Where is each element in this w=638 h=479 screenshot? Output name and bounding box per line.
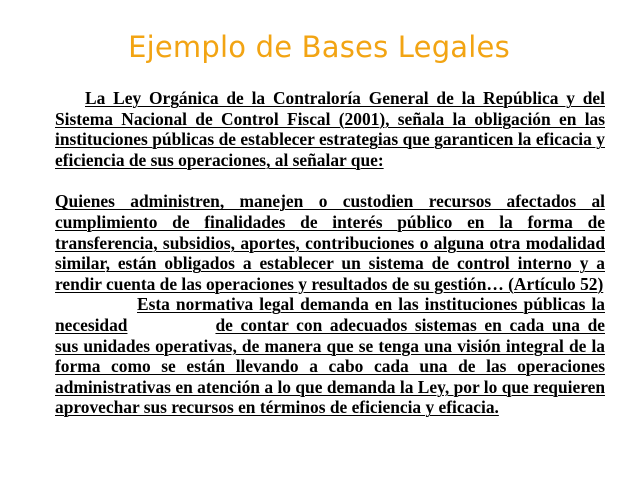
paragraph-conclusion: [55, 294, 605, 418]
paragraph-intro: La Ley Orgánica de la Contraloría General de la República y del Sistema Nacional de Control Fiscal (2001), señala la obligación en las instituciones públicas de establecer estrategias que garanticen la eficacia y eficiencia de sus operaciones, al señalar que:: [55, 88, 605, 170]
paragraph-quote: Quienes administren, manejen o custodien recursos afectados al cumplimiento de finalidades de interés público en la forma de transferencia, subsidios, aportes, contribuciones o alguna otra modalidad similar, están obligados a establecer un sistema de control interno y a rendir cuenta de las operaciones y resultados de su gestión… (Artículo 52): [55, 191, 605, 294]
slide-body: [55, 88, 605, 418]
paragraph-conclusion-rest: de contar con adecuados sistemas en cada una de sus unidades operativas, de manera que se tenga una visión integral de la forma como se están llevando a cabo cada una de las operaciones administrativas en atención a lo que demanda la Ley, por lo que requieren aprovechar sus recursos en términos de eficiencia y eficacia.: [55, 314, 605, 418]
paragraph-conclusion-start: Esta normativa legal demanda en las instituciones públicas la necesidad: [55, 294, 605, 335]
slide-title: Ejemplo de Bases Legales: [128, 30, 510, 64]
